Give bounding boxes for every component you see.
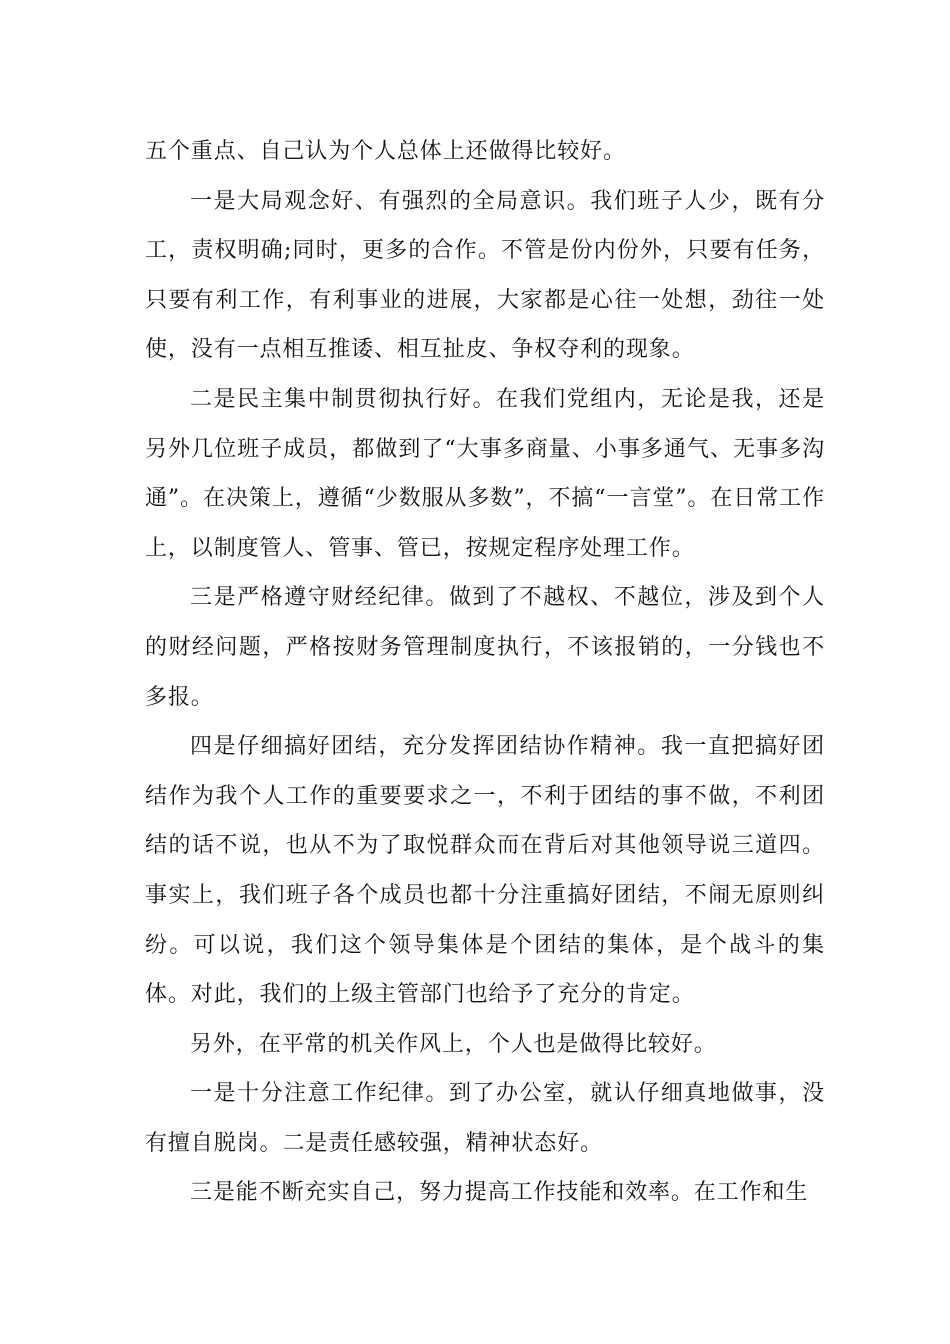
paragraph-5: 四是仔细搞好团结，充分发挥团结协作精神。我一直把搞好团结作为我个人工作的重要要求之一，不利于团结的事不做，不利团结的话不说，也从不为了取悦群众而在背后对其他领导说三道四。事实上，我们班子各个成员也都十分注重搞好团结，不闹无原则纠纷。可以说，我们这个领导集体是个团结的集体，是个战斗的集体。对此，我们的上级主管部门也给予了充分的肯定。 bbox=[145, 734, 825, 1008]
paragraph-6: 另外，在平常的机关作风上，个人也是做得比较好。 bbox=[190, 1031, 717, 1057]
paragraph-8: 三是能不断充实自己，努力提高工作技能和效率。在工作和生 bbox=[190, 1180, 809, 1206]
paragraph-1: 五个重点、自己认为个人总体上还做得比较好。 bbox=[145, 139, 626, 164]
paragraph-4: 三是严格遵守财经纪律。做到了不越权、不越位，涉及到个人的财经问题，严格按财务管理制度执行，不该报销的，一分钱也不多报。 bbox=[145, 585, 825, 710]
paragraph-3: 二是民主集中制贯彻执行好。在我们党组内，无论是我，还是另外几位班子成员，都做到了“大事多商量、小事多通气、无事多沟通”。在决策上，遵循“少数服从多数”，不搞“一言堂”。在日常工作上，以制度管人、管事、管已，按规定程序处理工作。 bbox=[145, 386, 825, 561]
paragraph-7: 一是十分注意工作纪律。到了办公室，就认仔细真地做事，没有擅自脱岗。二是责任感较强，精神状态好。 bbox=[145, 1081, 825, 1156]
document-body bbox=[145, 127, 825, 1218]
paragraph-2: 一是大局观念好、有强烈的全局意识。我们班子人少，既有分工，责权明确;同时，更多的合作。不管是份内份外，只要有任务，只要有利工作，有利事业的进展，大家都是心往一处想，劲往一处使，没有一点相互推诿、相互扯皮、争权夺利的现象。 bbox=[145, 188, 825, 363]
